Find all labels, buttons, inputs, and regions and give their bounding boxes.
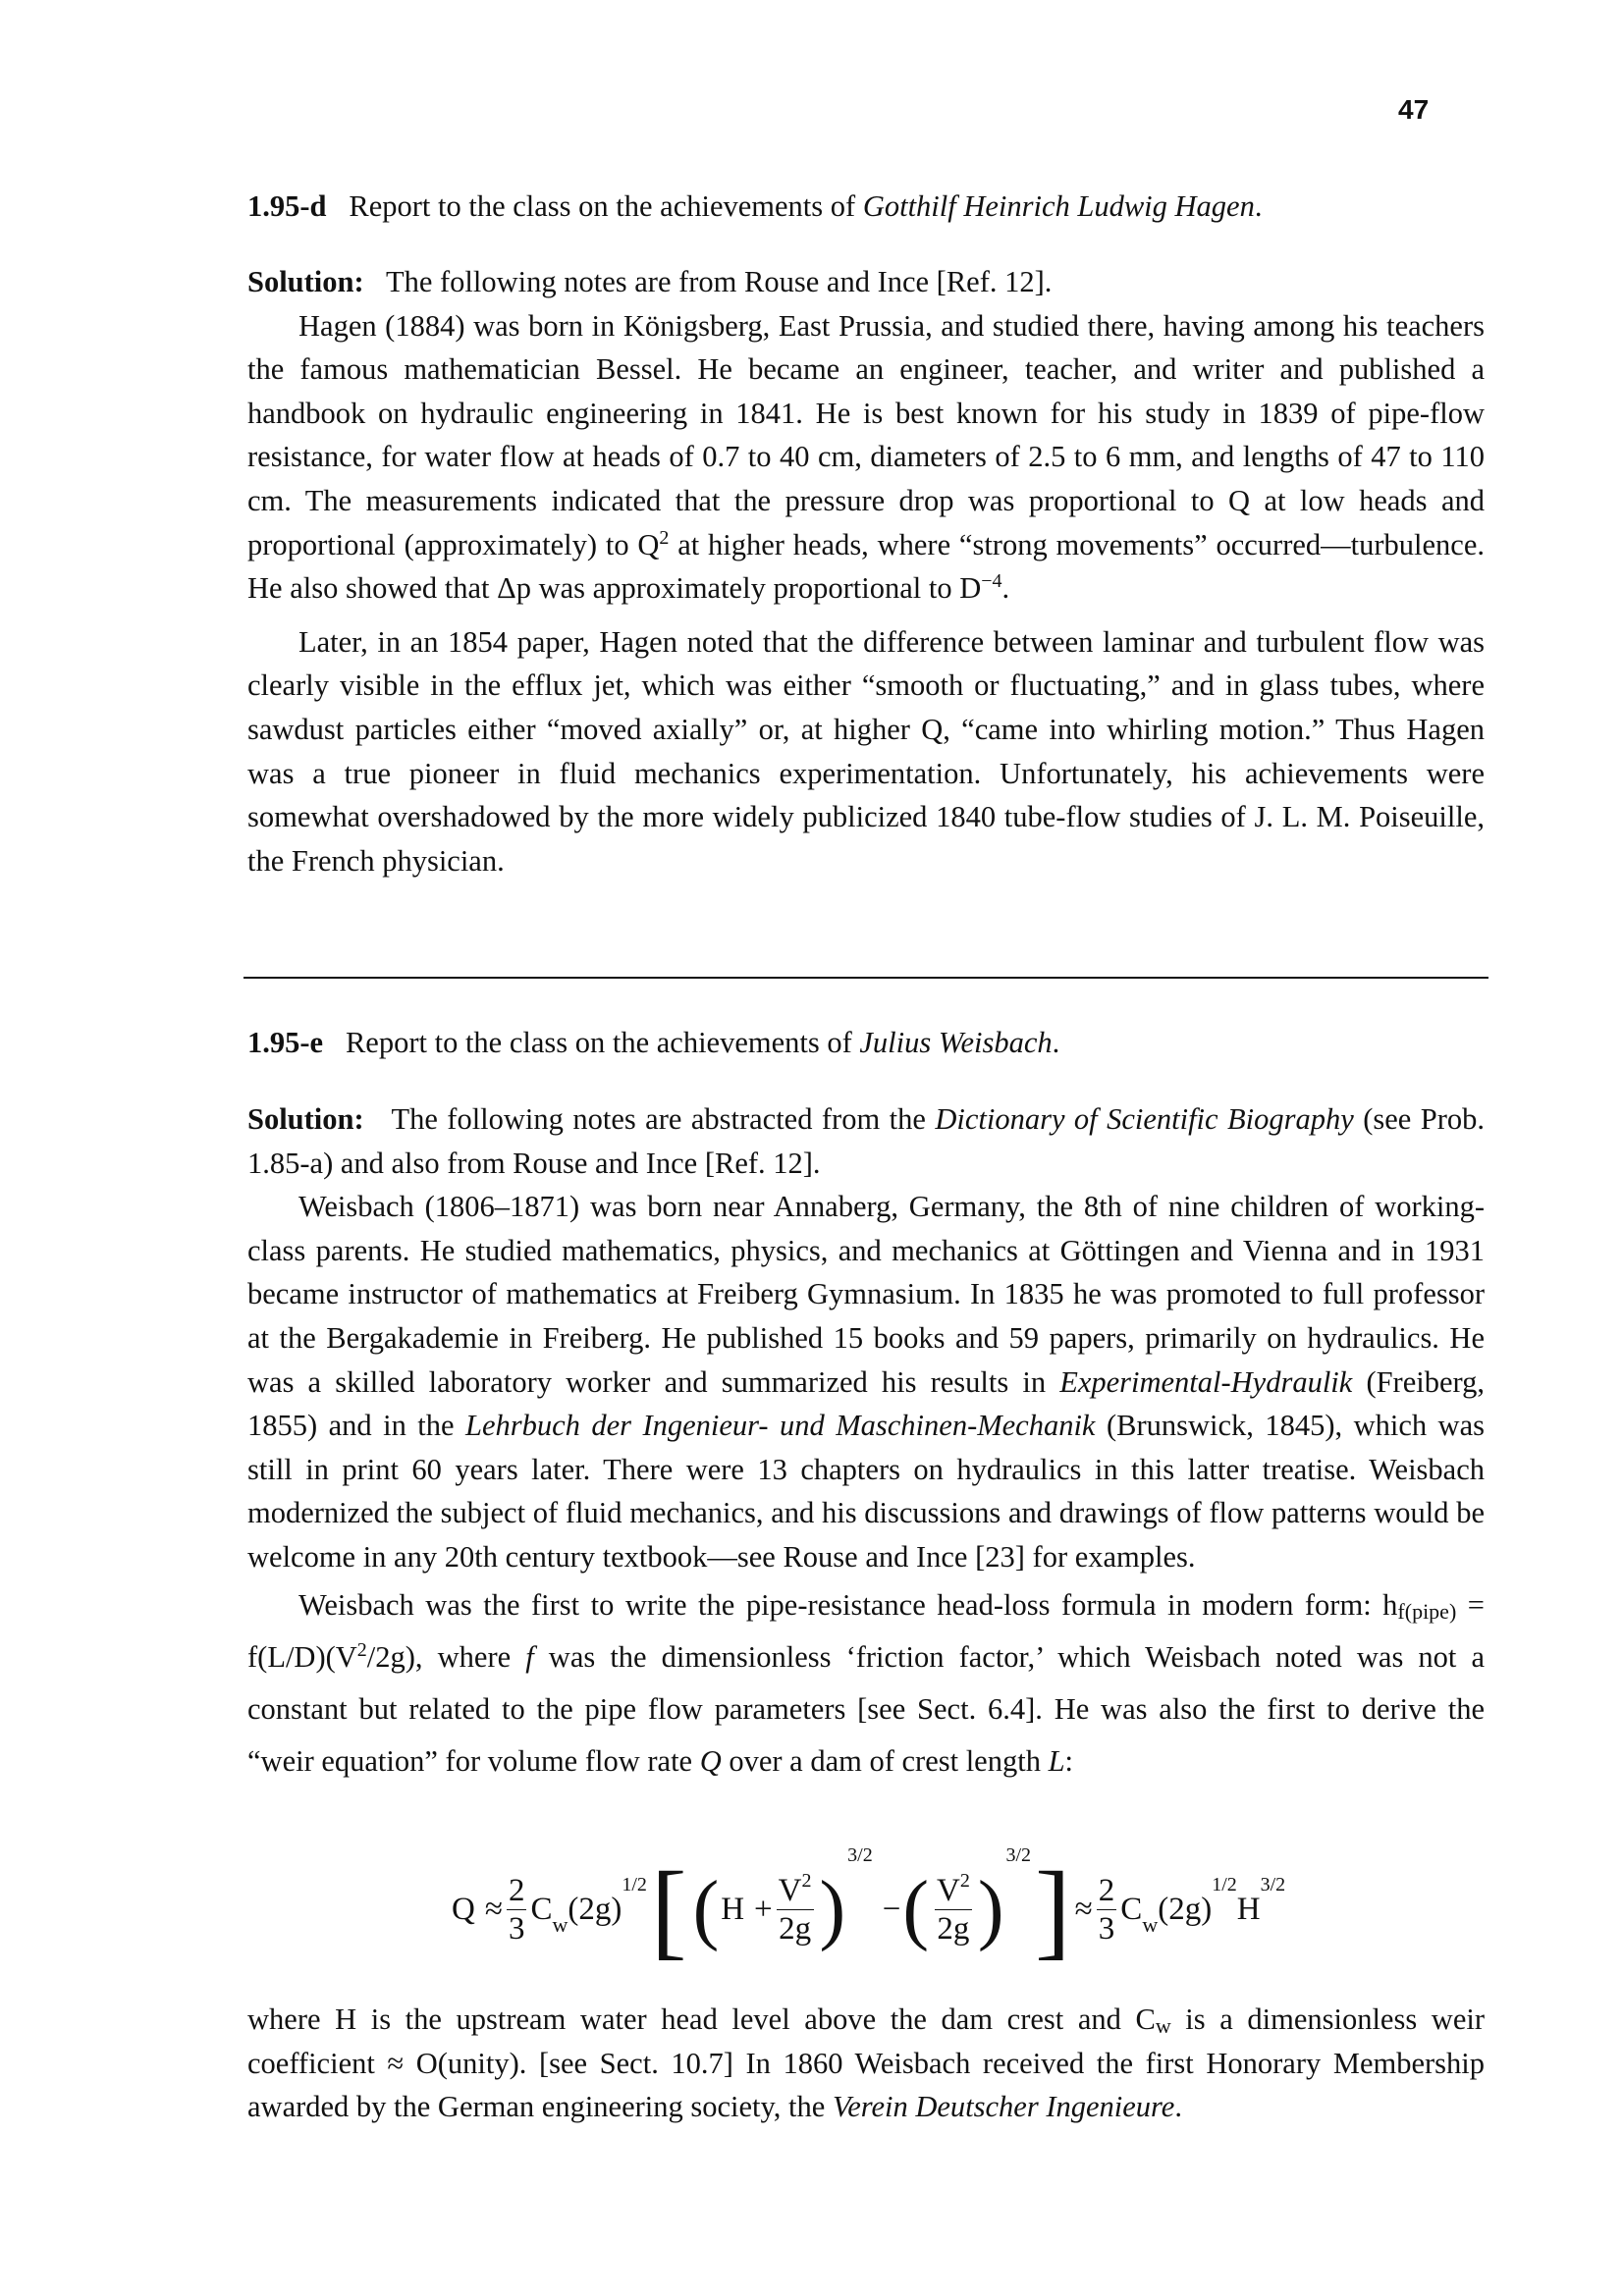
eq-fraction <box>777 1871 814 1948</box>
text-run: = f(L/D)(V <box>247 1587 1485 1674</box>
text-run: . <box>1001 571 1010 606</box>
eq-fraction <box>1097 1872 1117 1948</box>
text-run: Weisbach was the first to write the pipe-resistance head-loss formula in modern form: h <box>298 1587 1398 1622</box>
eq-symbol: C <box>1120 1891 1143 1927</box>
denominator: 3 <box>1098 1910 1115 1947</box>
eq-exponent: 3/2 <box>847 1844 873 1866</box>
eq-symbol: ≈ <box>1074 1891 1093 1927</box>
problem-number: 1.95-e <box>247 1026 324 1059</box>
denominator: 2g <box>779 1911 812 1947</box>
text-run: (see Prob. 1.85-a) and also from Rouse and Ince [Ref. 12]. <box>247 1102 1486 1180</box>
italic-text: Q <box>699 1743 722 1778</box>
solution-intro: The following notes are from Rouse and Ince [Ref. 12]. <box>385 265 1053 298</box>
denominator: 3 <box>508 1910 525 1947</box>
eq-symbol: + <box>754 1891 773 1927</box>
period: . <box>1052 1026 1060 1059</box>
text-run: Hagen (1884) was born in Königsberg, East Prussia, and studied there, having among his teachers the famous mathematician Bessel. He became an engineer, teacher, and writer and published a handbook on hydraulic engineering in 1841. He is best known for his study in 1839 of pipe-flow resistance, for water flow at heads of 0.7 to 40 cm, diameters of 2.5 to 6 mm, and lengths of 47 to 110 cm. The measurements indicated that the pressure drop was proportional to Q at low heads and proportional (approximately) to Q <box>247 308 1485 561</box>
italic-text: f <box>525 1639 534 1674</box>
eq-symbol: (2g) <box>568 1891 622 1927</box>
eq-paren: ( <box>902 1866 929 1952</box>
text-run: over a dam of crest length <box>721 1743 1049 1778</box>
italic-text: Experimental-Hydraulik <box>1059 1364 1353 1399</box>
eq-subscript: w <box>1142 1912 1159 1937</box>
problem-subject: Julius Weisbach <box>859 1026 1053 1059</box>
paragraph <box>247 620 1485 883</box>
eq-symbol: ≈ <box>484 1891 503 1927</box>
subscript: f(pipe) <box>1397 1598 1457 1624</box>
solution-d <box>247 260 1485 882</box>
text-run: (Brunswick, 1845), which was still in print 60 years later. There were 13 chapters on hydraulics in this latter treatise. Weisbach modernized the subject of fluid mechanics, and his discussions and drawings of flow patterns would be welcome in any 20th century textbook—see Rouse and Ince [23] for examples. <box>247 1409 1485 1574</box>
eq-symbol: V <box>778 1873 802 1908</box>
closing-paragraph-block <box>247 1998 1485 2129</box>
section-divider <box>243 977 1488 979</box>
eq-symbol: − <box>882 1891 901 1927</box>
paragraph <box>247 1579 1485 1788</box>
eq-exponent: 3/2 <box>1260 1874 1286 1896</box>
solution-intro <box>247 1102 1485 1180</box>
problem-prompt: Report to the class on the achievements of <box>349 189 863 223</box>
eq-bracket: [ <box>650 1849 687 1969</box>
text-run: . <box>1174 2090 1182 2124</box>
eq-fraction <box>507 1872 527 1948</box>
problem-heading-e <box>247 1021 1059 1064</box>
superscript: 2 <box>659 526 670 549</box>
eq-subscript: w <box>552 1912 568 1937</box>
eq-paren: ) <box>977 1866 1004 1952</box>
period: . <box>1254 189 1263 223</box>
italic-text: L <box>1048 1743 1065 1778</box>
text-run: (Freiberg, 1855) and in the <box>247 1364 1485 1443</box>
eq-exponent: 2 <box>801 1870 812 1892</box>
solution-label: Solution: <box>247 1102 364 1136</box>
denominator: 2g <box>937 1911 970 1947</box>
text-run: : <box>1064 1743 1074 1778</box>
page-number: 47 <box>1398 94 1430 125</box>
paragraph <box>247 1998 1485 2129</box>
eq-exponent: 1/2 <box>622 1874 647 1896</box>
eq-paren: ) <box>819 1866 846 1952</box>
solution-e <box>247 1097 1485 1788</box>
solution-label: Solution: <box>247 265 364 298</box>
problem-heading-d <box>247 185 1262 228</box>
paragraph <box>247 1185 1485 1578</box>
subscript: w <box>1155 2013 1171 2038</box>
numerator: 2 <box>1098 1872 1115 1908</box>
eq-symbol: C <box>530 1891 553 1927</box>
eq-bracket: ] <box>1035 1849 1071 1969</box>
weir-equation <box>452 1836 1285 1983</box>
eq-exponent: 1/2 <box>1212 1874 1237 1896</box>
text-run: Later, in an 1854 paper, Hagen noted that the difference between laminar and turbulent flow was clearly visible in the efflux jet, which was either “smooth or fluctuating,” and in glass tubes, where sawdust particles either “moved axially” or, at higher Q, “came into whirling motion.” Thus Hagen was a true pioneer in fluid mechanics experimentation. Unfortunately, his achievements were somewhat overshadowed by the more widely publicized 1840 tube-flow studies of J. L. M. Poiseuille, the French physician. <box>247 624 1485 878</box>
eq-paren: ( <box>692 1866 720 1952</box>
eq-exponent: 3/2 <box>1005 1844 1032 1866</box>
superscript: 2 <box>356 1638 367 1661</box>
text-run: /2g), where <box>366 1639 526 1674</box>
italic-text: Verein Deutscher Ingenieure <box>832 2090 1175 2124</box>
italic-text: Dictionary of Scientific Biography <box>935 1102 1354 1136</box>
eq-symbol: H <box>721 1891 745 1927</box>
eq-fraction <box>935 1871 972 1948</box>
italic-text: Lehrbuch der Ingenieur- und Maschinen-Mechanik <box>465 1409 1096 1443</box>
problem-number: 1.95-d <box>247 189 327 223</box>
numerator <box>935 1871 972 1910</box>
eq-symbol: (2g) <box>1158 1891 1213 1927</box>
eq-symbol: Q <box>452 1891 475 1927</box>
text-run: was the dimensionless ‘friction factor,’ which Weisbach noted was not a constant but related to the pipe flow parameters [see Sect. 6.4]. He was also the first to derive the “weir equation” for volume flow rate <box>247 1639 1485 1778</box>
eq-symbol: V <box>936 1873 960 1908</box>
numerator <box>777 1871 814 1910</box>
text-run: where H is the upstream water head level above the dam crest and C <box>247 2002 1156 2036</box>
eq-symbol: H <box>1236 1891 1261 1927</box>
text-run: Weisbach (1806–1871) was born near Annaberg, Germany, the 8th of nine children of working-class parents. He studied mathematics, physics, and mechanics at Göttingen and Vienna and in 1931 became instructor of mathematics at Freiberg Gymnasium. In 1835 he was promoted to full professor at the Bergakademie in Freiberg. He published 15 books and 59 papers, primarily on hydraulics. He was a skilled laboratory worker and summarized his results in <box>247 1190 1485 1399</box>
eq-exponent: 2 <box>959 1870 970 1892</box>
text-run: The following notes are abstracted from the <box>391 1102 936 1136</box>
paragraph <box>247 304 1485 611</box>
text-run: is a dimensionless weir coefficient ≈ O(unity). [see Sect. 10.7] In 1860 Weisbach received the first Honorary Membership awarded by the German engineering society, the <box>247 2002 1485 2124</box>
numerator: 2 <box>508 1872 525 1908</box>
problem-subject: Gotthilf Heinrich Ludwig Hagen <box>862 189 1255 223</box>
superscript: −4 <box>981 570 1002 593</box>
text-run: at higher heads, where “strong movements” occurred—turbulence. He also showed that Δp was approximately proportional to D <box>247 527 1485 606</box>
problem-prompt: Report to the class on the achievements of <box>345 1026 860 1059</box>
